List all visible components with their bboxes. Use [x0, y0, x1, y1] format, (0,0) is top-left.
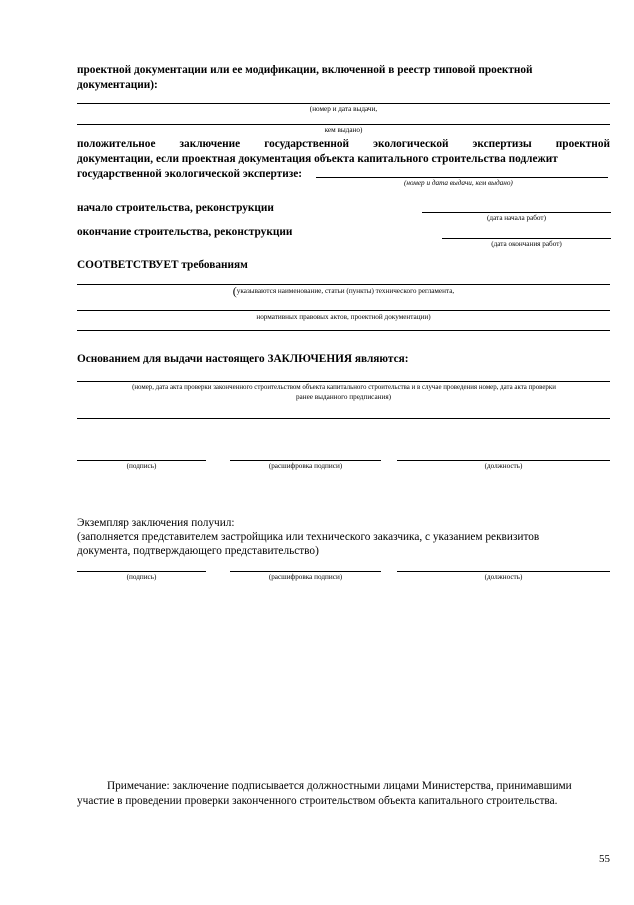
eco-line-1 — [77, 137, 610, 152]
fill-line — [422, 212, 611, 213]
basis-heading — [77, 352, 408, 367]
eco-word: экспертизы — [472, 138, 532, 150]
hint-reglament-text: указываются наименование, статьи (пункты) технического регламента, — [236, 287, 455, 295]
position-caption: (должность) — [484, 573, 523, 581]
eco-word: экологической — [373, 138, 449, 150]
hint-basis-1: (номер, дата акта проверки законченного строительством объекта капитального строительства и в случае проведения номер, дата акта проверки — [132, 384, 556, 391]
basis-prefix: Основанием для выдачи настоящего — [77, 353, 268, 365]
fill-line — [77, 124, 610, 125]
hint-basis-2: ранее выданного предписания) — [295, 393, 392, 401]
basis-caps: ЗАКЛЮЧЕНИЯ — [267, 353, 353, 365]
fill-line — [77, 330, 610, 331]
eco-word: государственной — [264, 138, 350, 150]
note-line-1: Примечание: заключение подписывается должностными лицами Министерства, принимавшими — [107, 780, 572, 792]
hint-start-date: (дата начала работ) — [487, 214, 546, 222]
construction-end-label: окончание строительства, реконструкции — [77, 226, 293, 238]
page-number: 55 — [599, 853, 610, 865]
hint-end-date: (дата окончания работ) — [491, 240, 562, 248]
received-line-2: документа, подтверждающего представительство) — [77, 545, 319, 557]
basis-suffix: являются: — [352, 353, 409, 365]
hint-reglament — [77, 284, 610, 298]
eco-line-3: государственной экологической экспертизе: — [77, 168, 303, 180]
signature-caption: (подпись) — [126, 462, 157, 470]
intro-line-1: проектной документации или ее модификации, включенной в реестр типовой проектной — [77, 64, 533, 76]
signature-line — [77, 460, 206, 461]
intro-line-2: документации): — [77, 79, 158, 91]
decoding-line — [230, 571, 381, 572]
fill-line — [77, 381, 610, 382]
fill-line — [77, 284, 610, 285]
note-line-2: участие в проведении проверки законченного строительством объекта капитального строительства. — [77, 795, 558, 807]
fill-line — [442, 238, 611, 239]
position-line — [397, 571, 610, 572]
received-title: Экземпляр заключения получил: — [77, 517, 235, 529]
conforms-heading — [77, 258, 248, 273]
hint-reglament-2: нормативных правовых актов, проектной документации) — [256, 313, 431, 321]
eco-word: проектной — [555, 138, 610, 150]
decoding-line — [230, 460, 381, 461]
eco-word: положительное — [77, 138, 156, 150]
eco-word: заключение — [179, 138, 241, 150]
conforms-rest: требованиям — [178, 259, 248, 271]
decoding-caption: (расшифровка подписи) — [268, 462, 343, 470]
received-line-1: (заполняется представителем застройщика или технического заказчика, с указанием реквизитов — [77, 531, 540, 543]
signature-line — [77, 571, 206, 572]
fill-line — [77, 103, 610, 104]
construction-start-label: начало строительства, реконструкции — [77, 202, 274, 214]
signature-caption: (подпись) — [126, 573, 157, 581]
position-caption: (должность) — [484, 462, 523, 470]
decoding-caption: (расшифровка подписи) — [268, 573, 343, 581]
hint-issued-by: кем выдано) — [324, 126, 363, 134]
fill-line — [316, 177, 608, 178]
fill-line — [77, 418, 610, 419]
hint-number-date-by: (номер и дата выдачи, кем выдано) — [404, 179, 513, 187]
conforms-caps: СООТВЕТСТВУЕТ — [77, 259, 179, 271]
position-line — [397, 460, 610, 461]
eco-line-2: документации, если проектная документация объекта капитального строительства подлежит — [77, 153, 558, 165]
hint-reglament-paren: ( — [232, 284, 237, 298]
hint-issue-number-date: (номер и дата выдачи, — [309, 105, 378, 113]
fill-line — [77, 310, 610, 311]
